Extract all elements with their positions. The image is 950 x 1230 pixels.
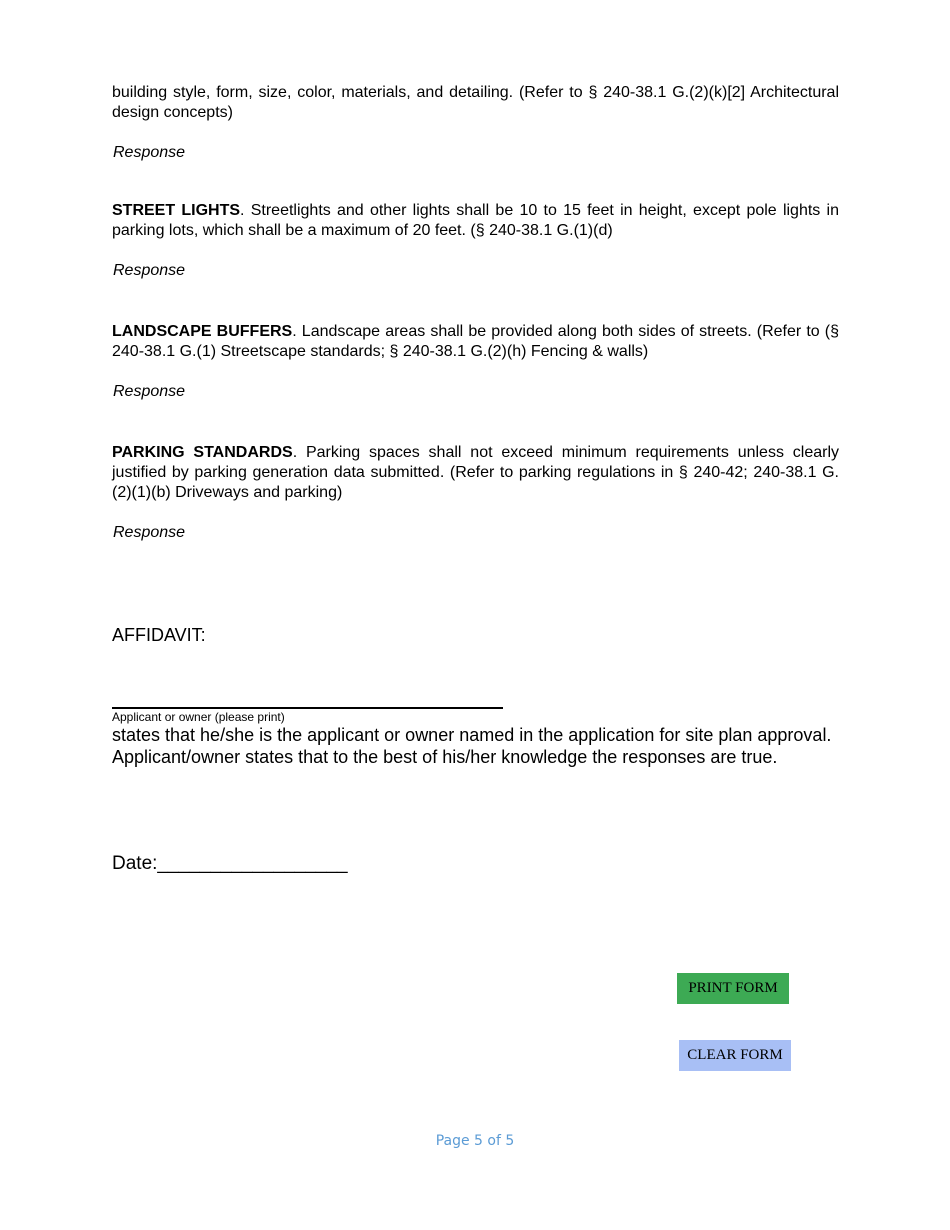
affidavit-title: AFFIDAVIT: bbox=[112, 625, 206, 645]
signature-line[interactable] bbox=[112, 707, 503, 709]
landscape-buffers-response-label: Response bbox=[113, 383, 186, 400]
street-lights-text: . Streetlights and other lights shall be 10 to 15 feet in height, except pole lights in parking lots, which shall be a maximum of 20 feet. (§ 240-38.1 G.(1)(d) bbox=[112, 202, 839, 239]
clear-form-button[interactable]: CLEAR FORM bbox=[679, 1040, 791, 1071]
signature-caption: Applicant or owner (please print) bbox=[112, 710, 285, 724]
intro-response-label: Response bbox=[113, 144, 186, 161]
parking-standards-text: . Parking spaces shall not exceed minimum requirements unless clearly justified by parking generation data submitted. (Refer to parking regulations in § 240-42; 240-38.1 G.(2)(1)(b) Driveways and parking) bbox=[112, 444, 840, 501]
intro-paragraph bbox=[112, 83, 839, 123]
landscape-buffers-heading: LANDSCAPE BUFFERS bbox=[112, 323, 293, 340]
page-number: Page 5 of 5 bbox=[435, 1133, 515, 1149]
print-form-button[interactable]: PRINT FORM bbox=[677, 973, 789, 1004]
affidavit-statement: states that he/she is the applicant or owner named in the application for site plan approval. Applicant/owner states that to the best of his/her knowledge the responses are true. bbox=[112, 725, 832, 767]
street-lights-heading: STREET LIGHTS bbox=[112, 202, 241, 219]
parking-standards-paragraph bbox=[112, 443, 839, 503]
landscape-buffers-text: . Landscape areas shall be provided along both sides of streets. (Refer to (§ 240-38.1 G.(1) Streetscape standards; § 240-38.1 G.(2)(h) Fencing & walls) bbox=[112, 323, 840, 360]
date-label: Date: bbox=[112, 853, 158, 874]
street-lights-paragraph bbox=[112, 201, 839, 241]
date-field[interactable]: __________________ bbox=[157, 853, 348, 874]
date-row bbox=[112, 852, 348, 876]
landscape-buffers-paragraph bbox=[112, 322, 839, 362]
intro-text: building style, form, size, color, materials, and detailing. (Refer to § 240-38.1 G.(2)(k)[2] Architectural design concepts) bbox=[112, 84, 839, 121]
parking-standards-response-label: Response bbox=[113, 524, 186, 541]
parking-standards-heading: PARKING STANDARDS bbox=[112, 444, 293, 461]
street-lights-response-label: Response bbox=[113, 262, 186, 279]
